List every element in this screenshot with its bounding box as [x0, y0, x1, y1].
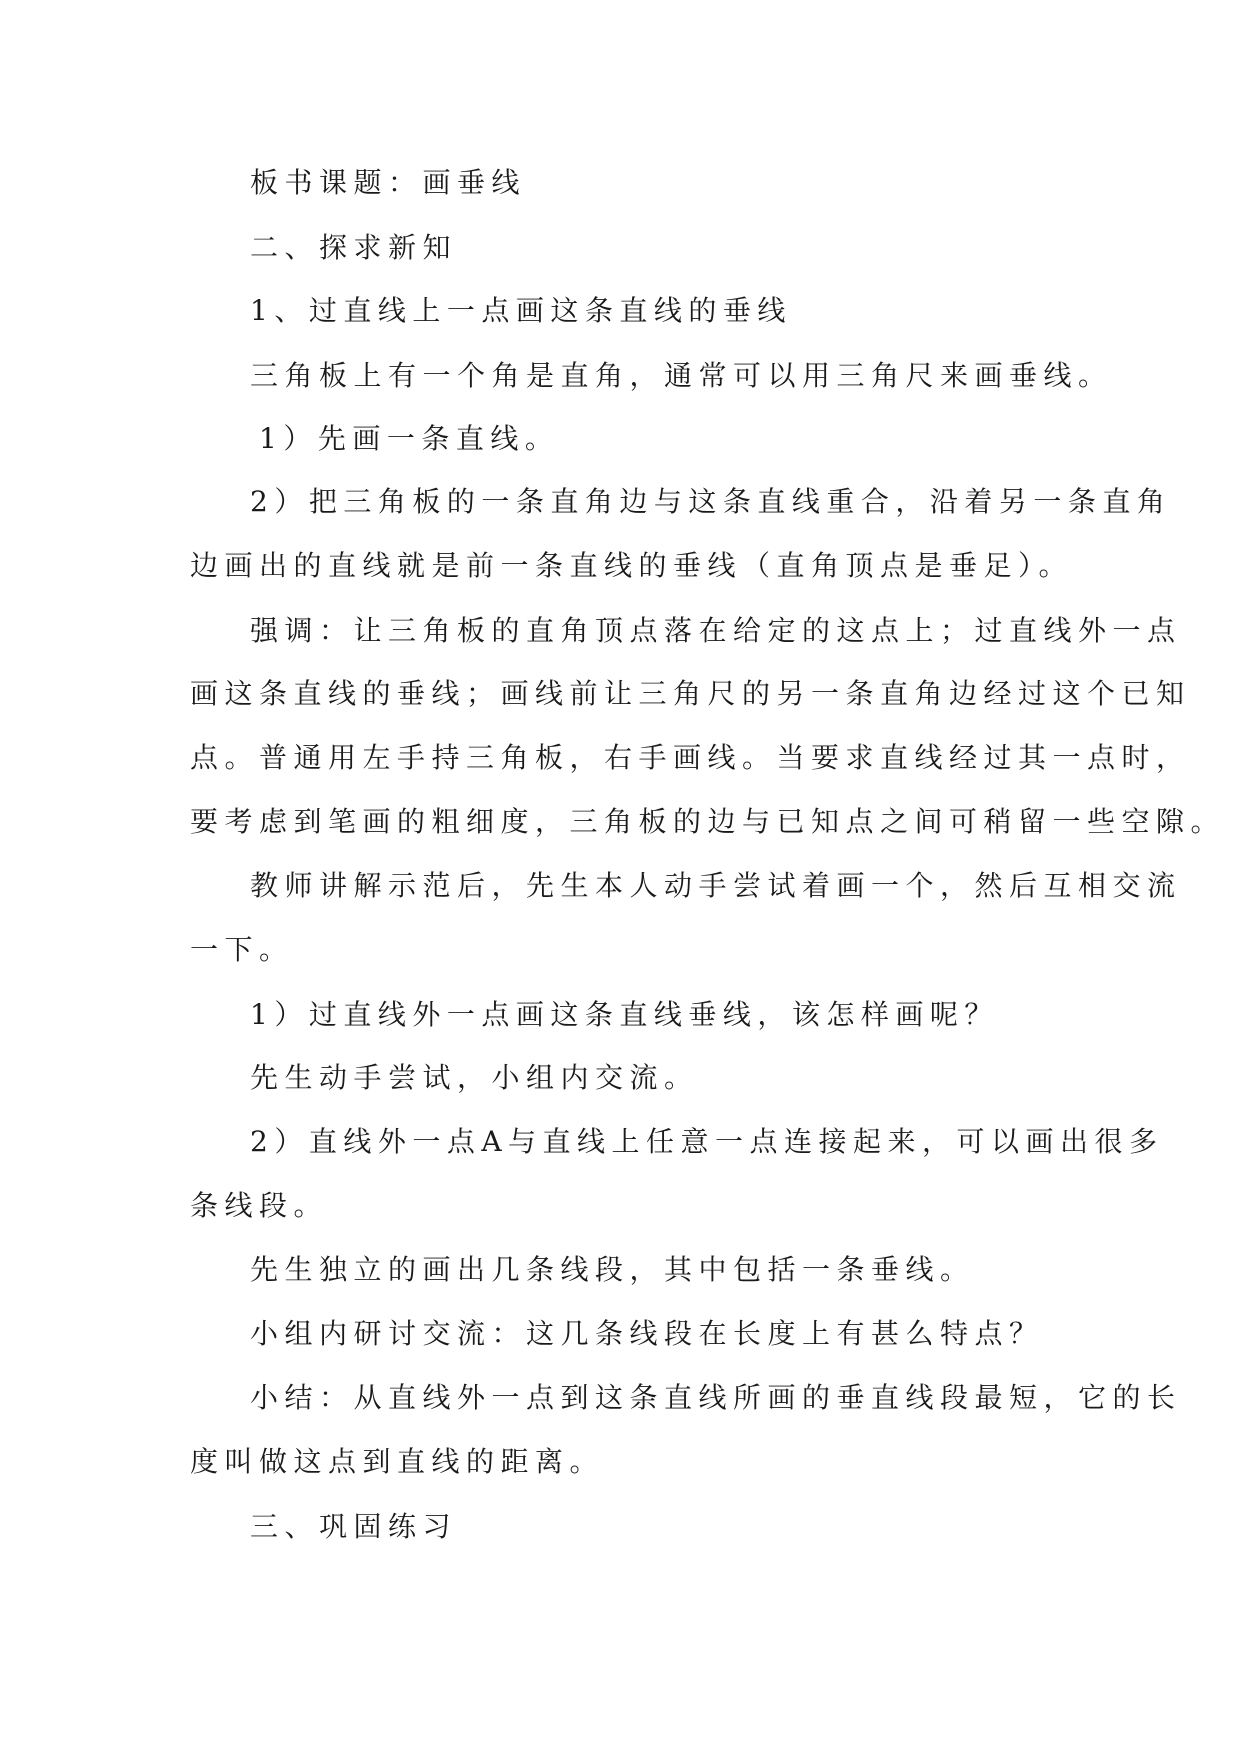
paragraph-line: 教师讲解示范后，先生本人动手尝试着画一个，然后互相交流 [250, 869, 1182, 902]
step-2-line: 2）把三角板的一条直角边与这条直线重合，沿着另一条直角 [250, 485, 1172, 518]
paragraph-line: 点。普通用左手持三角板，右手画线。当要求直线经过其一点时， [190, 741, 1191, 774]
paragraph-line: 一下。 [190, 933, 294, 966]
paragraph-line: 要考虑到笔画的粗细度，三角板的边与已知点之间可稍留一些空隙。 [190, 805, 1226, 838]
section-heading-2: 二、探求新知 [250, 231, 458, 264]
emphasis-line: 强调：让三角板的直角顶点落在给定的这点上；过直线外一点 [250, 614, 1182, 647]
section-heading-3: 三、巩固练习 [250, 1510, 458, 1543]
paragraph-line: 先生动手尝试，小组内交流。 [250, 1061, 699, 1094]
paragraph-line: 三角板上有一个角是直角，通常可以用三角尺来画垂线。 [250, 359, 1113, 392]
question-line: 1）过直线外一点画这条直线垂线，该怎样画呢？ [250, 998, 999, 1031]
paragraph-line: 先生独立的画出几条线段，其中包括一条垂线。 [250, 1253, 975, 1286]
paragraph-line: 度叫做这点到直线的距离。 [190, 1445, 605, 1478]
paragraph-line: 画这条直线的垂线；画线前让三角尺的另一条直角边经过这个已知 [190, 677, 1191, 710]
step-1-line: 1）先画一条直线。 [259, 422, 560, 455]
step-2b-line: 2）直线外一点A与直线上任意一点连接起来，可以画出很多 [250, 1125, 1164, 1158]
board-title-line: 板书课题：画垂线 [250, 166, 527, 199]
subsection-heading-1: 1、过直线上一点画这条直线的垂线 [250, 294, 792, 327]
discussion-question-line: 小组内研讨交流：这几条线段在长度上有甚么特点？ [250, 1317, 1044, 1350]
paragraph-line: 边画出的直线就是前一条直线的垂线（直角顶点是垂足）。 [190, 549, 1074, 582]
summary-line: 小结：从直线外一点到这条直线所画的垂直线段最短，它的长 [250, 1381, 1182, 1414]
paragraph-line: 条线段。 [190, 1189, 329, 1222]
